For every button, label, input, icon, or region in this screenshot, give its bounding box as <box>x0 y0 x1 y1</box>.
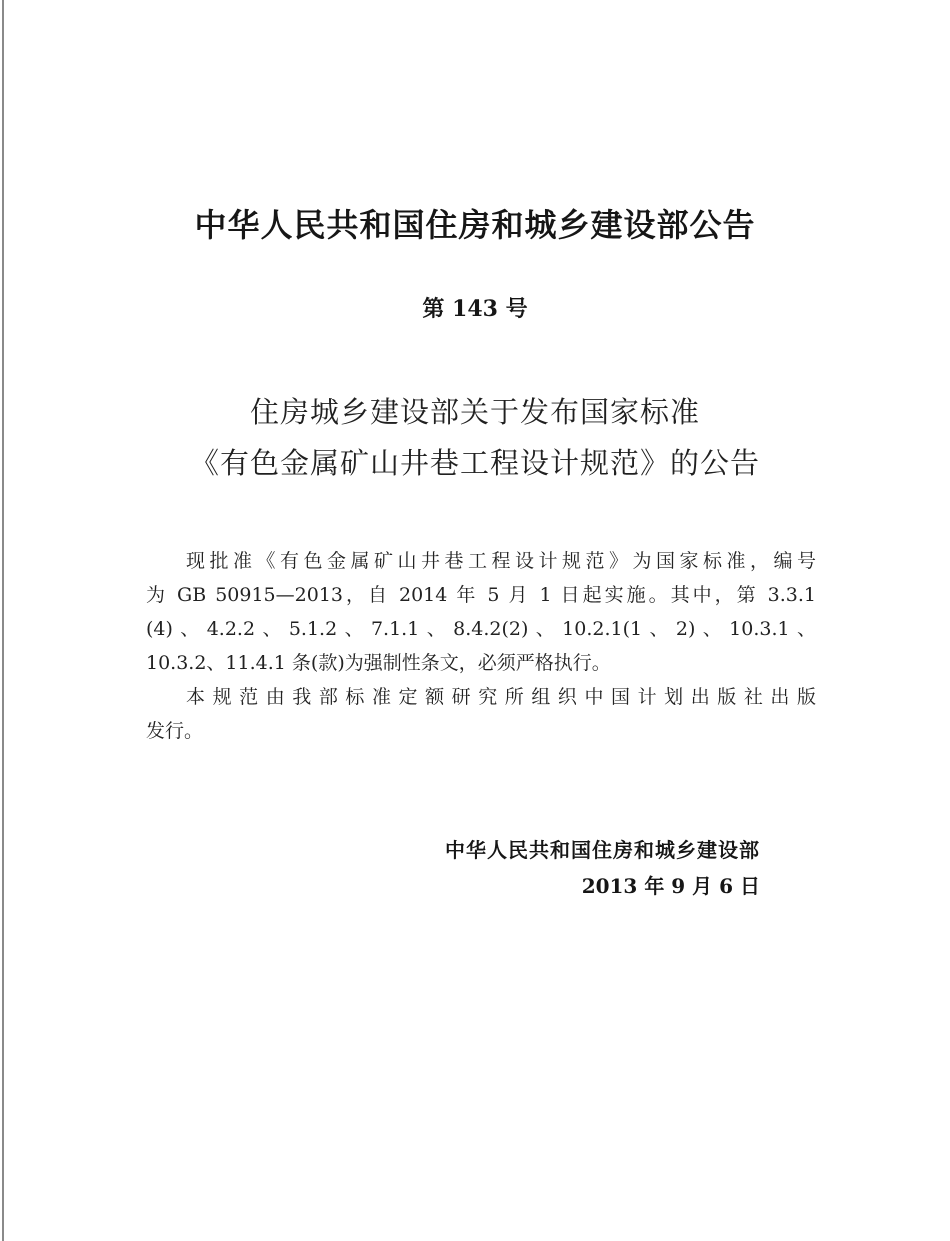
announcement-subtitle-line2: 《有色金属矿山井巷工程设计规范》的公告 <box>189 446 760 480</box>
paragraph-line: 本规范由我部标准定额研究所组织中国计划出版社出版 <box>186 686 816 708</box>
announcement-number: 第 143 号 <box>422 296 528 322</box>
paragraph-line: 10.3.2、11.4.1 条(款)为强制性条文，必须严格执行。 <box>146 652 611 674</box>
paragraph-line: 发行。 <box>146 720 204 742</box>
paragraph-approval <box>146 544 816 680</box>
paragraph-publication <box>146 680 816 748</box>
paragraph-line: 为 GB 50915—2013，自 2014 年 5 月 1 日起实施。其中，第 3.3.1 <box>146 584 816 606</box>
paragraph-line: (4)、4.2.2、5.1.2、7.1.1、8.4.2(2)、10.2.1(1、2)、10.3.1、 <box>146 618 816 640</box>
issuing-authority: 中华人民共和国住房和城乡建设部 <box>445 838 760 862</box>
announcement-subtitle-line1: 住房城乡建设部关于发布国家标准 <box>249 395 700 429</box>
announcement-title: 中华人民共和国住房和城乡建设部公告 <box>194 206 756 244</box>
announcement-body <box>146 544 816 748</box>
page-edge-line <box>2 0 4 1241</box>
paragraph-line: 现批准《有色金属矿山井巷工程设计规范》为国家标准，编号 <box>186 550 816 572</box>
issue-date: 2013 年 9 月 6 日 <box>581 874 760 898</box>
